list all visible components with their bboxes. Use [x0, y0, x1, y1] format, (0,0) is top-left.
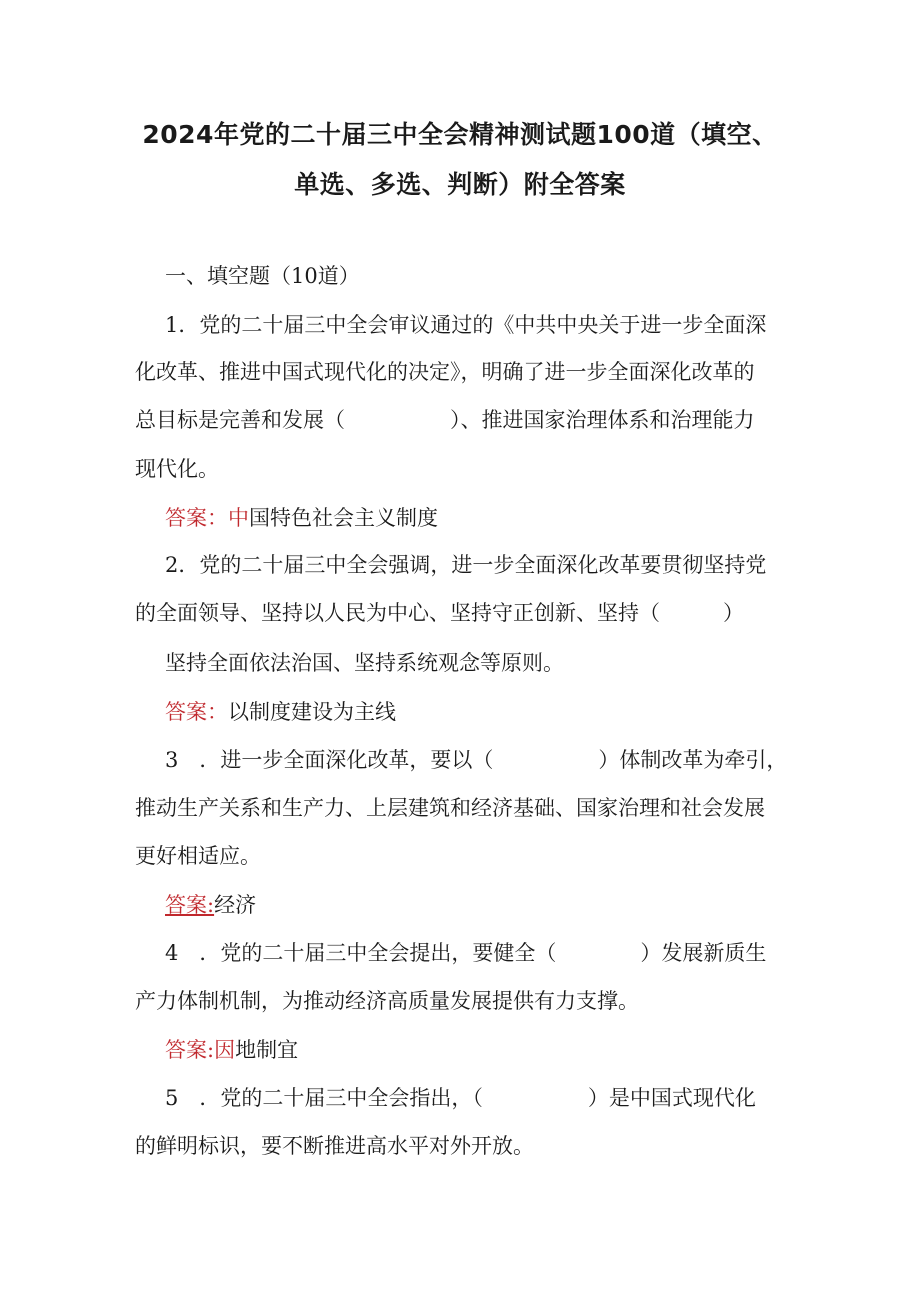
section-heading: 一、填空题（10道） [165, 264, 360, 288]
answer-first-char: 中 [228, 506, 249, 530]
question-1-line-1: 1．党的二十届三中全会审议通过的《中共中央关于进一步全面深 [165, 313, 767, 337]
question-1-line-3: 总目标是完善和发展（ ）、推进国家治理体系和治理能力 [135, 408, 755, 432]
answer-2 [165, 697, 396, 727]
answer-text: 地制宜 [235, 1038, 299, 1062]
question-2-line-1: 2．党的二十届三中全会强调，进一步全面深化改革要贯彻坚持党 [165, 553, 767, 577]
question-3-line-1: 3 ．进一步全面深化改革，要以（ ）体制改革为牵引， [165, 748, 788, 772]
question-5-line-2: 的鲜明标识，要不断推进高水平对外开放。 [135, 1134, 534, 1158]
question-1-line-2: 化改革、推进中国式现代化的决定》，明确了进一步全面深化改革的 [135, 360, 755, 384]
question-3-line-3: 更好相适应。 [135, 844, 261, 868]
question-2-line-3: 坚持全面依法治国、坚持系统观念等原则。 [165, 651, 564, 675]
title-line-1: 2024年党的二十届三中全会精神测试题100道（填空、 [142, 120, 778, 149]
document-title [120, 110, 800, 210]
question-2-line-2: 的全面领导、坚持以人民为中心、坚持守正创新、坚持（ ） [135, 601, 744, 625]
answer-text: 经济 [214, 893, 257, 917]
answer-4 [165, 1035, 298, 1065]
answer-label: 答案： [165, 506, 228, 530]
question-5-line-1: 5 ．党的二十届三中全会指出，（ ）是中国式现代化 [165, 1086, 756, 1110]
answer-first-char: 因 [214, 1038, 236, 1062]
question-4-line-2: 产力体制机制，为推动经济高质量发展提供有力支撑。 [135, 989, 639, 1013]
answer-1 [165, 503, 438, 533]
question-1-line-4: 现代化。 [135, 457, 219, 481]
answer-3 [165, 890, 256, 920]
answer-label: 答案: [165, 893, 215, 917]
title-line-2: 单选、多选、判断）附全答案 [294, 170, 626, 199]
question-4-line-1: 4 ．党的二十届三中全会提出，要健全（ ）发展新质生 [165, 941, 767, 965]
answer-text: 以制度建设为主线 [228, 700, 396, 724]
answer-label: 答案: [165, 1038, 215, 1062]
answer-label: 答案： [165, 700, 228, 724]
question-3-line-2: 推动生产关系和生产力、上层建筑和经济基础、国家治理和社会发展 [135, 796, 765, 820]
answer-text: 国特色社会主义制度 [249, 506, 438, 530]
